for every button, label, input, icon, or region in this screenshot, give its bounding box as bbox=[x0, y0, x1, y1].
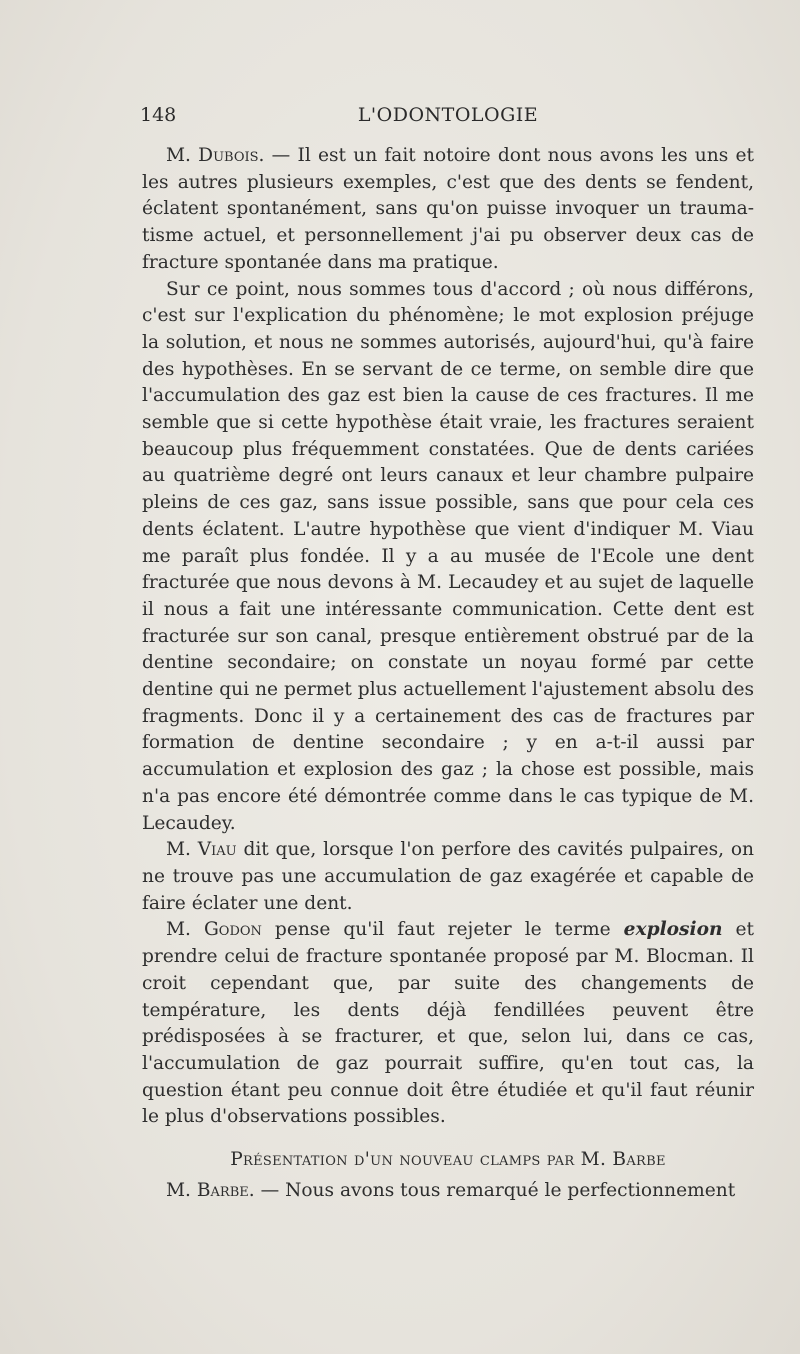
paragraph-barbe bbox=[142, 1178, 754, 1205]
paragraph-text: Sur ce point, nous sommes tous d'accord ; où nous différons, c'est sur l'explication du phénomène; le mot explosion préjuge la solution, et nous ne sommes autorisés, aujourd'hui, qu'à faire des hypothèses. En se servant de ce terme, on semble dire que l'accumulation des gaz est bien la cause de ces fractures. Il me semble que si cette hypothèse était vraie, les fractures seraient beaucoup plus fréquemment constatées. Que de dents cariées au quatrième degré ont leurs canaux et leur chambre pulpaire pleins de ces gaz, sans issue possible, sans que pour cela ces dents éclatent. L'autre hypothèse que vient d'indiquer M. Viau me paraît plus fondée. Il y a au musée de l'Ecole une dent fracturée que nous devons à M. Lecaudey et au sujet de laquelle il nous a fait une intéressante communication. Cette dent est fracturée sur son canal, presque entièrement obstrué par de la dentine secondaire; on constate un noyau formé par cette dentine qui ne permet plus actuellement l'ajustement absolu des fragments. Donc il y a certainement des cas de fractures par formation de dentine secondaire ; y en a-t-il aussi par accumulation et explosion des gaz ; la chose est possible, mais n'a pas encore été démontrée comme dans le cas typique de M. Lecaudey. bbox=[142, 278, 754, 834]
paragraph-continuation bbox=[142, 277, 754, 838]
page-number: 148 bbox=[140, 104, 177, 126]
section-title: Présentation d'un nouveau clamps par M. Barbe bbox=[230, 1149, 666, 1171]
paragraph-text: — Il est un fait notoire dont nous avons les uns et les autres plusieurs exemples, c'est que des dents se fendent, éclatent spontanément, sans qu'on puisse invoquer un traumatisme actuel, et personnellement j'ai pu observer deux cas de fracture spontanée dans ma pratique. bbox=[142, 145, 754, 273]
paragraph-text: dit que, lorsque l'on perfore des cavités pulpaires, on ne trouve pas une accumulation de gaz exagérée et capable de faire éclater une dent. bbox=[142, 839, 754, 914]
paragraph-text: et prendre celui de fracture spontanée proposé par M. Blocman. Il croit cependant que, par suite des changements de température, les dents déjà fendillées peuvent être prédisposées à se fracturer, et que, selon lui, dans ce cas, l'accumulation de gaz pourrait suffire, qu'en tout cas, la question étant peu connue doit être étudiée et qu'il faut réunir le plus d'observations possibles. bbox=[142, 919, 754, 1128]
paragraph-text: — Nous avons tous remarqué le perfectionnement bbox=[254, 1179, 736, 1201]
speaker-name: M. Barbe. bbox=[166, 1179, 255, 1201]
paragraph-viau bbox=[142, 837, 754, 917]
paragraph-text-before: pense qu'il faut rejeter le terme bbox=[261, 919, 624, 941]
paragraph-dubois bbox=[142, 143, 754, 277]
body-text bbox=[142, 143, 754, 1204]
paragraph-godon bbox=[142, 917, 754, 1131]
emphasized-term: explosion bbox=[623, 919, 723, 941]
speaker-name: M. Viau bbox=[166, 839, 237, 861]
running-title: L'ODONTOLOGIE bbox=[357, 104, 539, 126]
speaker-name: M. Godon bbox=[166, 919, 262, 941]
page-header bbox=[140, 104, 756, 132]
speaker-name: M. Dubois. bbox=[166, 145, 265, 166]
